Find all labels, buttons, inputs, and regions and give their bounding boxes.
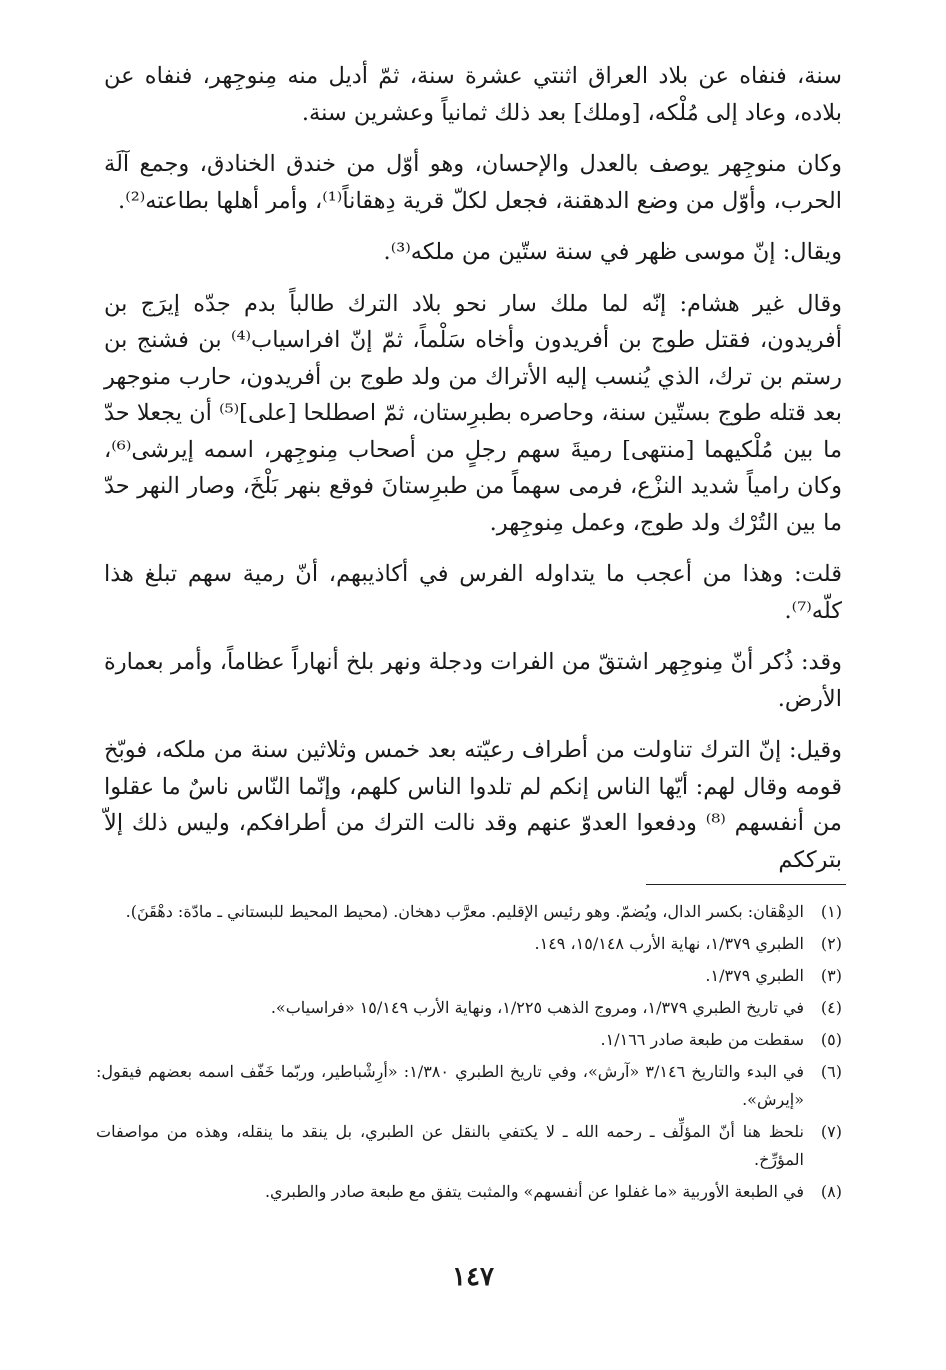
footnote <box>96 1058 842 1114</box>
page-number: ١٤٧ <box>452 1262 494 1292</box>
paragraph-7: وقيل: إنّ الترك تناولت من أطراف رعيّته بعد خمس وثلاثين سنة من ملكه، فوبّخ قومه وقال لهم: أيّها الناس إنكم لم تلدوا الناس كلهم، وإنّما النّاس ناسٌ ما عقلوا من أنفسهم ⁽⁸⁾ ودفعوا العدوّ عنهم وقد نالت الترك من أطرافكم، وليس ذلك إلاّ بترككم <box>104 737 842 873</box>
footnote-number: (٣) <box>820 966 842 985</box>
footnotes <box>96 898 842 1210</box>
footnote-text: في الطبعة الأوربية «ما غفلوا عن أنفسهم» والمثبت يتفق مع طبعة صادر والطبري. <box>264 1182 804 1201</box>
footnote <box>96 962 842 990</box>
footnote-text: الطبري ١/٣٧٩. <box>705 966 804 985</box>
paragraph-6: وقد: ذُكر أنّ مِنوجِهر اشتقّ من الفرات ودجلة ونهر بلخ أنهاراً عظاماً، وأمر بعمارة الأرض. <box>104 649 842 712</box>
footnote <box>96 898 842 926</box>
footnote-number: (٨) <box>820 1182 842 1201</box>
footnote-text: في البدء والتاريخ ٣/١٤٦ «آرش»، وفي تاريخ الطبري ١/٣٨٠: «أرِشْباطير، وربّما خَفّف اسمه بعضهم فيقول: «إيرش». <box>96 1062 804 1109</box>
footnote <box>96 1026 842 1054</box>
footnote-text: في تاريخ الطبري ١/٣٧٩، ومروج الذهب ١/٢٢٥، ونهاية الأرب ١٥/١٤٩ «فراسياب». <box>270 998 804 1017</box>
footnote-number: (٥) <box>820 1030 842 1049</box>
paragraph-3: ويقال: إنّ موسى ظهر في سنة ستّين من ملكه⁽³⁾. <box>383 239 842 265</box>
main-text <box>104 58 842 893</box>
paragraph-5: قلت: وهذا من أعجب ما يتداوله الفرس في أكاذيبهم، أنّ رمية سهم تبلغ هذا كلّه⁽⁷⁾. <box>104 561 842 624</box>
footnote <box>96 1118 842 1174</box>
paragraph-4: وقال غير هشام: إنّه لما ملك سار نحو بلاد الترك طالباً بدم جدّه إيرَج بن أفريدون، فقتل طوج بن أفريدون وأخاه سَلْماً، ثمّ إنّ افراسياب⁽⁴⁾ بن فشنج بن رستم بن ترك، الذي يُنسب إليه الأتراك من ولد طوج بن أفريدون، حارب منوجهر بعد قتله طوج بستّين سنة، وحاصره بطبرِستان، ثمّ اصطلحا [على]⁽⁵⁾ أن يجعلا حدّ ما بين مُلْكيهما [منتهى] رميةَ سهم رجلٍ من أصحاب مِنوجِهر، اسمه إيرشى⁽⁶⁾، وكان رامياً شديد النزْع، فرمى سهماً من طبرِستانَ فوقع بنهر بَلْخَ، وصار النهر حدّ ما بين التُرْك ولد طوج، وعمل مِنوجِهر. <box>104 290 843 536</box>
footnote-text: الدِهْقان: بكسر الدال، ويُضمّ. وهو رئيس الإقليم. معرَّب دهخان. (محيط المحيط للبستاني ـ مادّة: دهْقَنَ). <box>125 902 804 921</box>
footnote-number: (١) <box>820 902 842 921</box>
footnote-text: نلحظ هنا أنّ المؤلِّف ـ رحمه الله ـ لا يكتفي بالنقل عن الطبري، بل ينقد ما ينقله، وهذه من مواصفات المؤرِّخ. <box>96 1122 804 1169</box>
footnote-text: سقطت من طبعة صادر ١/١٦٦. <box>600 1030 804 1049</box>
footnote-number: (٦) <box>820 1062 842 1081</box>
footnote-number: (٤) <box>820 998 842 1017</box>
footnote <box>96 1178 842 1206</box>
footnote-divider <box>646 884 846 885</box>
footnote <box>96 994 842 1022</box>
paragraph-1: سنة، فنفاه عن بلاد العراق اثنتي عشرة سنة، ثمّ أديل منه مِنوجِهر، فنفاه عن بلاده، وعاد إلى مُلْكه، [وملك] بعد ذلك ثمانياً وعشرين سنة. <box>104 63 842 126</box>
footnote-text: الطبري ١/٣٧٩، نهاية الأرب ١٥/١٤٨، ١٤٩. <box>534 934 804 953</box>
footnote-number: (٢) <box>820 934 842 953</box>
footnote-number: (٧) <box>820 1122 842 1141</box>
footnote <box>96 930 842 958</box>
paragraph-2: وكان منوجِهر يوصف بالعدل والإحسان، وهو أوّل من خندق الخنادق، وجمع آلَة الحرب، وأوّل من وضع الدهقنة، فجعل لكلّ قرية دِهقاناً⁽¹⁾، وأمر أهلها بطاعته⁽²⁾. <box>104 151 842 214</box>
